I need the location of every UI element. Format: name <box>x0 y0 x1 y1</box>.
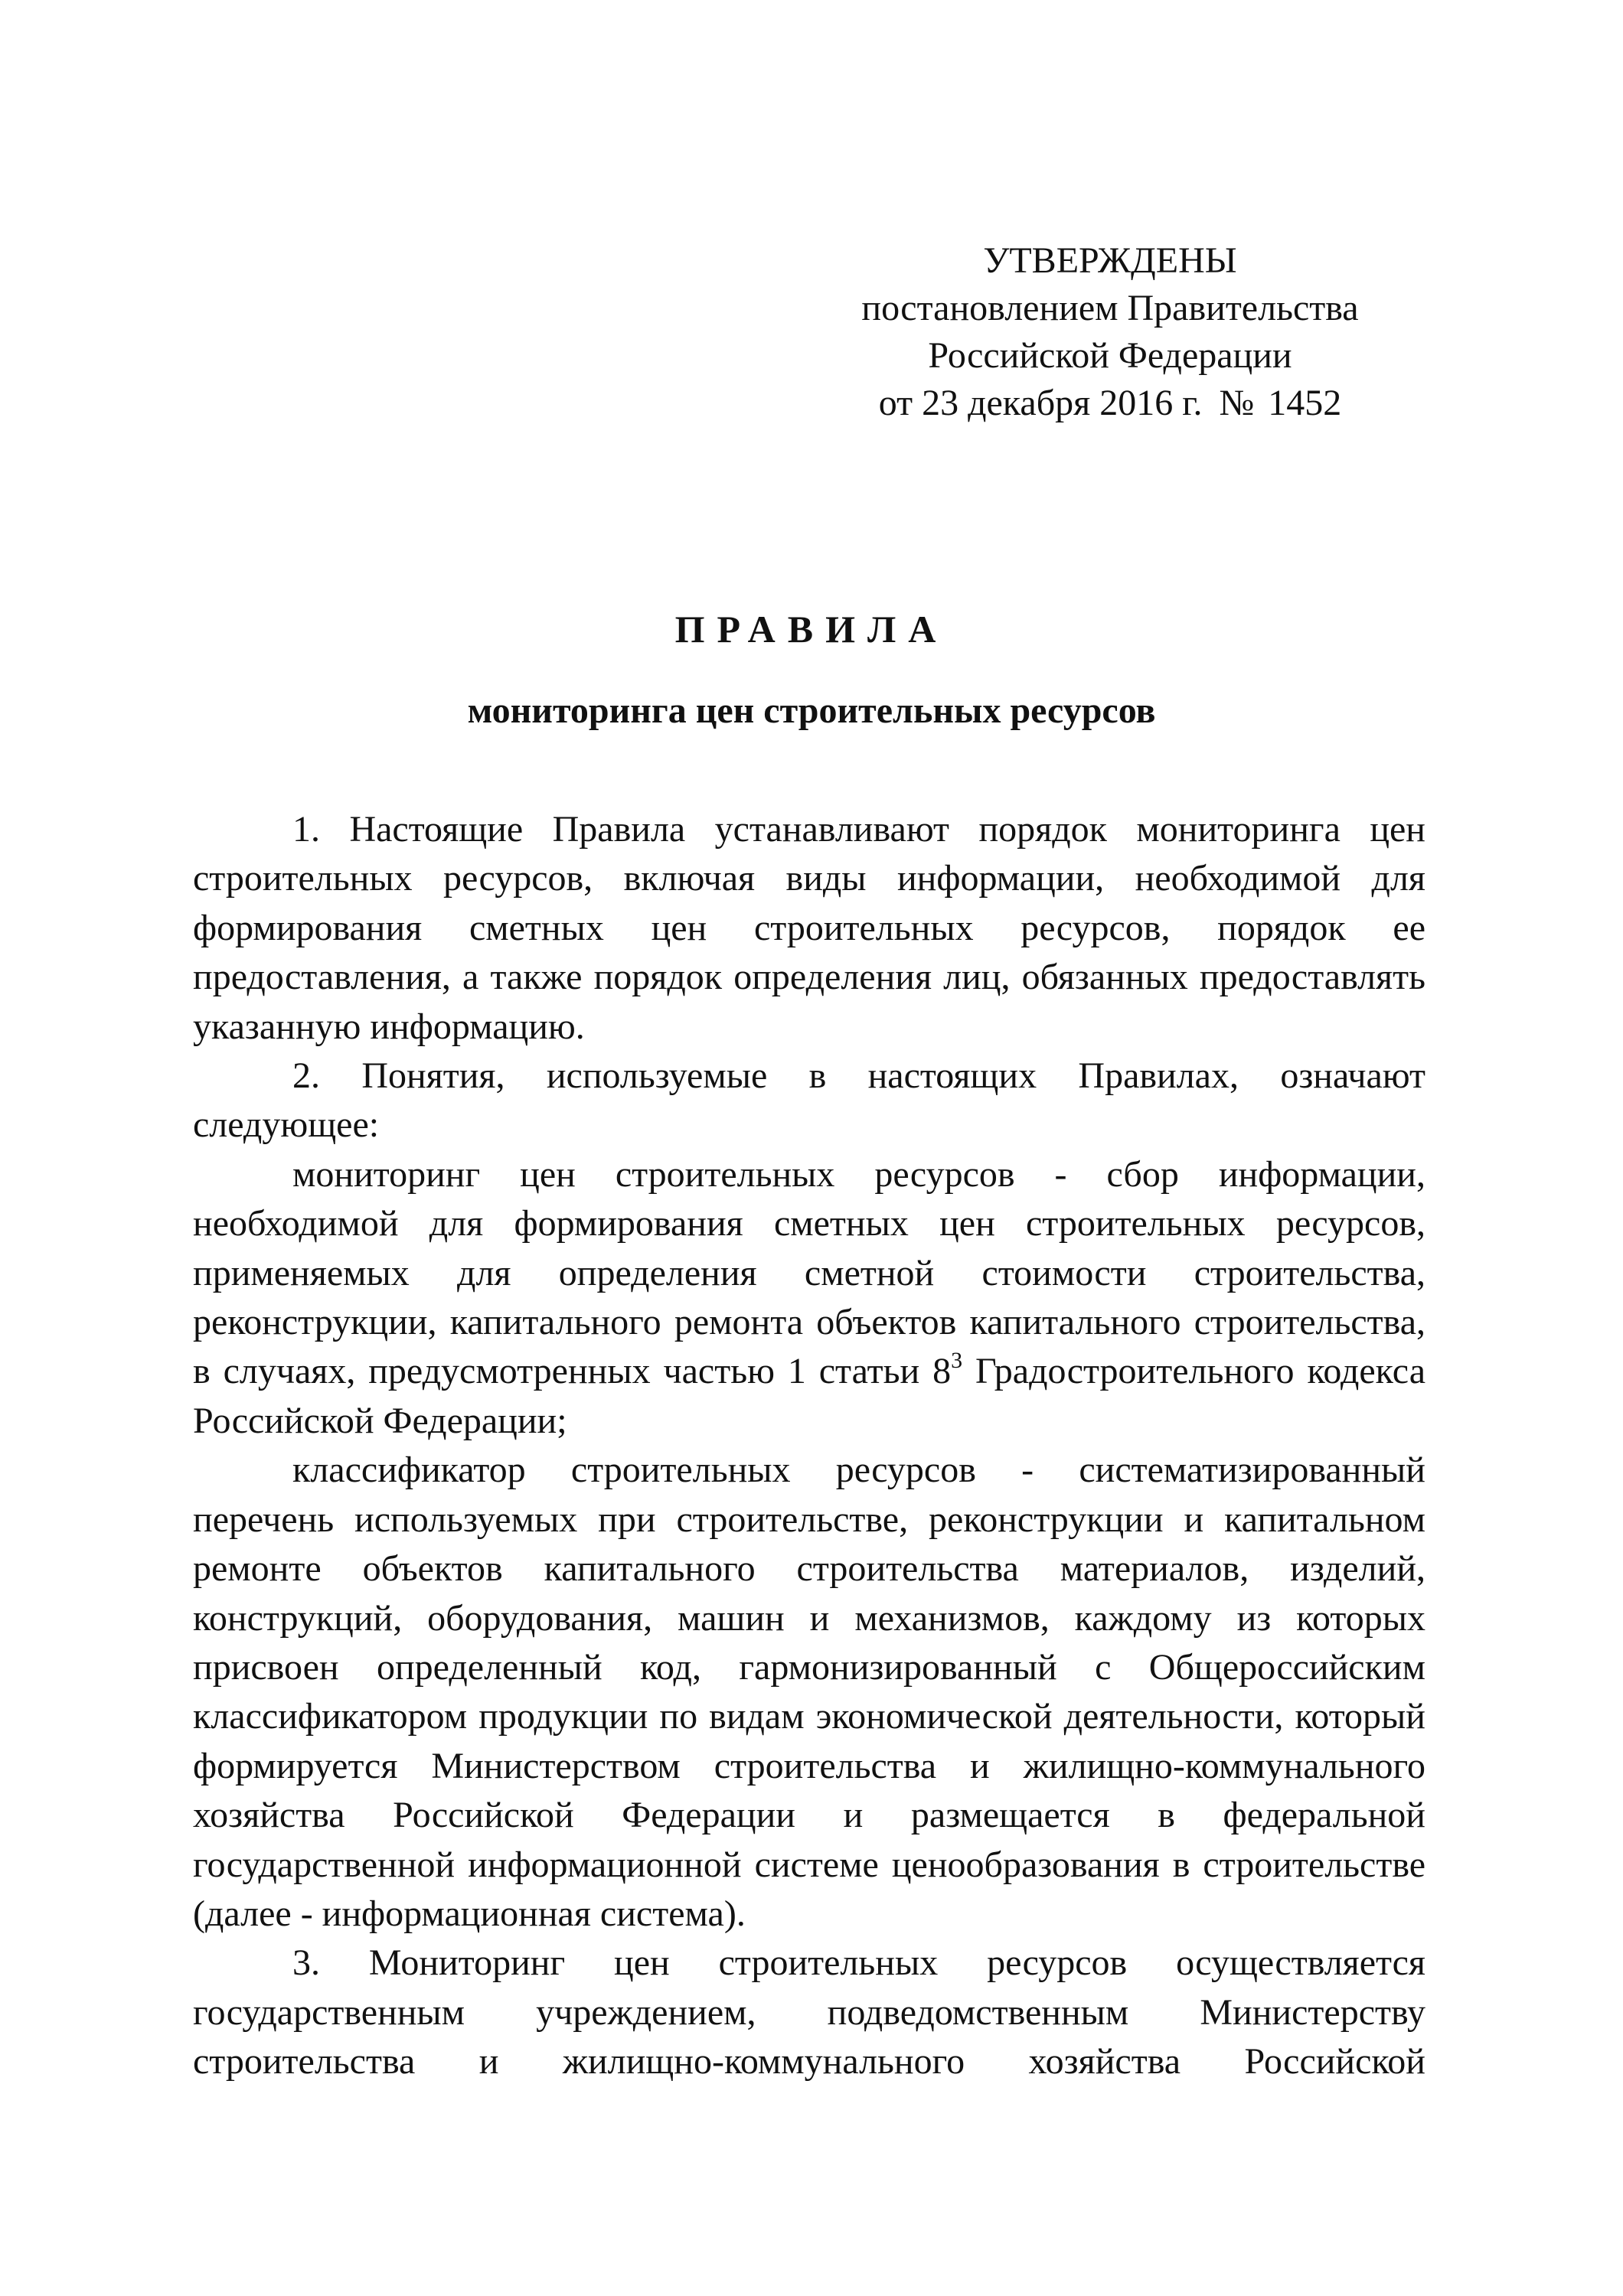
approval-block <box>842 237 1378 427</box>
document-title: ПРАВИЛА <box>674 608 949 651</box>
paragraph-5: 3. Мониторинг цен строительных ресурсов осуществляется государственным учреждением, подведомственным Министерству строительства и жилищно-коммунального хозяйства Российской <box>193 1942 1425 2082</box>
paragraph-4: классификатор строительных ресурсов - систематизированный перечень используемых при строительстве, реконструкции и капитальном ремонте объектов капитального строительства материалов, изделий, конструкций, оборудования, машин и механизмов, каждому из которых присвоен определенный код, гармонизированный с Общероссийским классификатором продукции по видам экономической деятельности, который формируется Министерством строительства и жилищно-коммунального хозяйства Российской Федерации и размещается в федеральной государственной информационной системе ценообразования в строительстве (далее - информационная система). <box>193 1450 1425 1934</box>
document-subtitle: мониторинга цен строительных ресурсов <box>467 690 1156 731</box>
paragraph-2: 2. Понятия, используемые в настоящих Правилах, означают следующее: <box>193 1055 1425 1146</box>
approval-date-line <box>842 380 1378 427</box>
paragraph-3-tail: Градостроительного кодекса Российской Федерации; <box>193 1351 1425 1441</box>
number-sign: № <box>1219 383 1255 423</box>
paragraph-3-text: мониторинг цен строительных ресурсов - сбор информации, необходимой для формирования сметных цен строительных ресурсов, применяемых для определения сметной стоимости строительства, реконструкции, капитального ремонта объектов капитального строительства, в случаях, предусмотренных частью 1 статьи 8 <box>193 1153 1425 1392</box>
approval-decree: постановлением Правительства <box>861 288 1359 328</box>
article-superscript: 3 <box>951 1348 963 1374</box>
paragraph-3 <box>193 1150 1425 1446</box>
approval-heading: УТВЕРЖДЕНЫ <box>983 240 1237 281</box>
document-title-block <box>0 605 1623 735</box>
approval-authority: Российской Федерации <box>928 335 1292 376</box>
document-body <box>193 805 1425 2087</box>
decree-number: 1452 <box>1268 383 1342 423</box>
paragraph-1: 1. Настоящие Правила устанавливают порядок мониторинга цен строительных ресурсов, включая виды информации, необходимой для формирования сметных цен строительных ресурсов, порядок ее предоставления, а также порядок определения лиц, обязанных предоставлять указанную информацию. <box>193 809 1425 1047</box>
approval-date: от 23 декабря 2016 г. <box>878 383 1203 423</box>
